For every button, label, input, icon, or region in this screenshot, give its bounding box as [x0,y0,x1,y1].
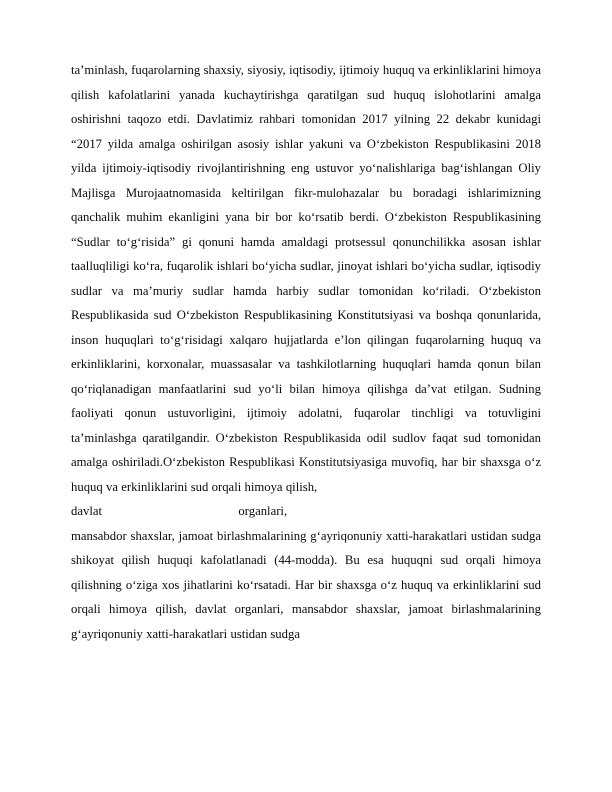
body-paragraph-2: mansabdor shaxslar, jamoat birlashmalarining g‘ayriqonuniy xatti-harakatlari ustidan sudga shikoyat qilish huquqi kafolatlanadi (44-modda). Bu esa huquqni sud orqali himoya qilishning o‘ziga xos jihatlarini ko‘rsatadi. Har bir shaxsga o‘z huquq va erkinliklarini sud orqali himoya qilish, davlat organlari, mansabdor shaxslar, jamoat birlashmalarining g‘ayriqonuniy xatti-harakatlari ustidan sudga [71,528,541,641]
body-paragraph-1: ta’minlash, fuqarolarning shaxsiy, siyosiy, iqtisodiy, ijtimoiy huquq va erkinliklarini himoya qilish kafolatlarini yanada kuchaytirishga qaratilgan sud huquq islohotlarini amalga oshirishni taqozo etdi. Davlatimiz rahbari tomonidan 2017 yilning 22 dekabr kunidagi “2017 yilda amalga oshirilgan asosiy ishlar yakuni va O‘zbekiston Respublikasini 2018 yilda ijtimoiy-iqtisodiy rivojlantirishning eng ustuvor yo‘nalishlariga bag‘ishlangan Oliy Majlisga Murojaatnomasida keltirilgan fikr-mulohazalar bu boradagi ishlarimizning qanchalik muhim ekanligini yana bir bor ko‘rsatib berdi. O‘zbekiston Respublikasining “Sudlar to‘g‘risida” gi qonuni hamda amaldagi protsessul qonunchilikka asosan ishlar taalluqliligi ko‘ra, fuqarolik ishlari bo‘yicha sudlar, jinoyat ishlari bo‘yicha sudlar, iqtisodiy sudlar va ma’muriy sudlar hamda harbiy sudlar tomonidan ko‘riladi. O‘zbekiston Respublikasida sud O‘zbekiston Respublikasining Konstitutsiyasi va boshqa qonunlarida, inson huquqlari to‘g‘risidagi xalqaro hujjatlarda e’lon qilingan fuqarolarning huquq va erkinliklarini, korxonalar, muassasalar va tashkilotlarning huquqlari hamda qonun bilan qo‘riqlanadigan manfaatlarini sud yo‘li bilan himoya qilishga da’vat etilgan. Sudning faoliyati qonun ustuvorligini, ijtimoiy adolatni, fuqarolar tinchligi va totuvligini ta’minlashga qaratilgandir. O‘zbekiston Respublikasida odil sudlov faqat sud tomonidan amalga oshiriladi.O‘zbekiston Respublikasi Konstitutsiyasiga muvofiq, har bir shaxsga o‘z huquq va erkinliklarini sud orqali himoya qilish, [71,63,541,494]
body-paragraph-1-final-line: davlat organlari, [71,504,288,518]
document-text-body [71,58,541,646]
